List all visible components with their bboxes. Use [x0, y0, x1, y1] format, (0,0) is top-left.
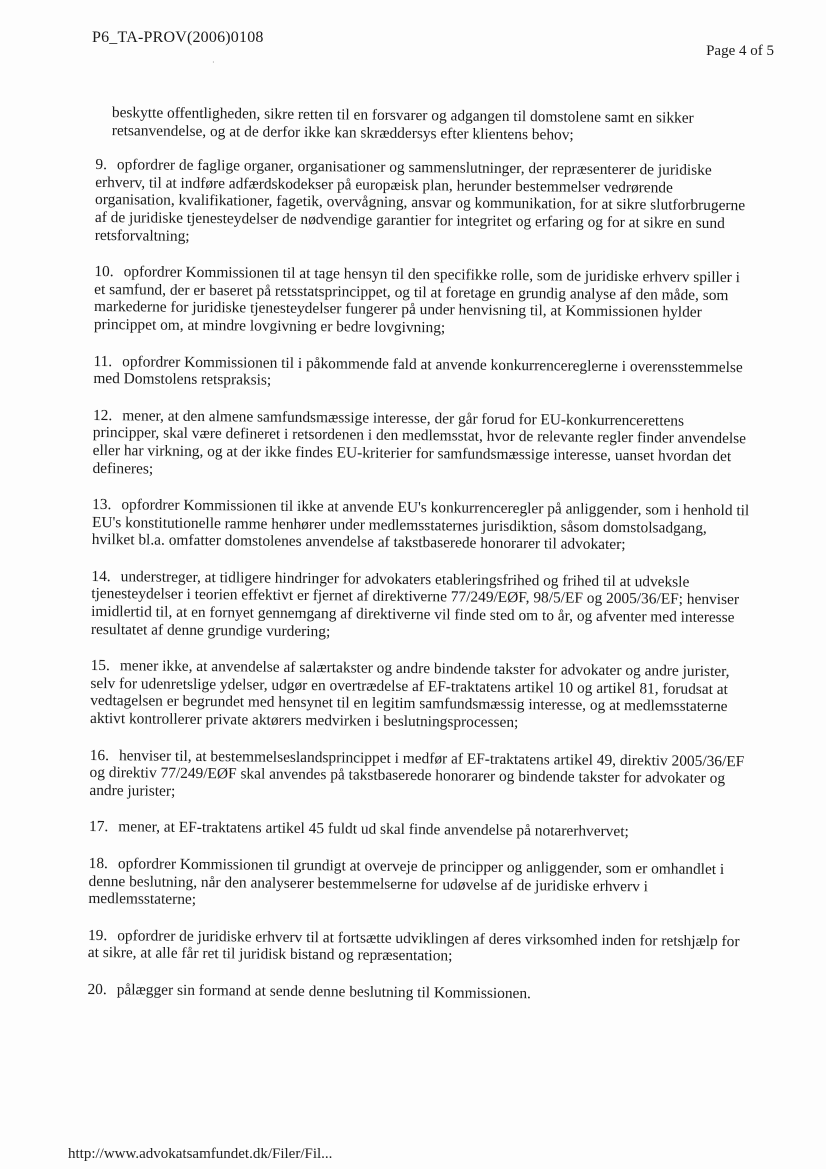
- paragraph-number: 11.: [93, 352, 113, 370]
- paragraph-12: [92, 407, 753, 484]
- paragraph-number: 14.: [91, 567, 111, 586]
- paragraph-text: understreger, at tidligere hindringer for advokaters etableringsfrihed og frihed til at udveksle tjenesteydelser i teorien effektivt er fjernet af direktiverne 77/249/EØF, 98/5/EF og 2005/36/EF; henviser imidlertid til, at en fornyet gennemgang af direktiverne vil finde sted om to år, og afventer med interesse resultatet af denne grundige vurdering;: [90, 568, 740, 640]
- paragraph-text: mener, at den almene samfundsmæssige interesse, der går forud for EU-konkurrencerettens principper, skal være defineret i retsordenen i den medlemsstat, hvor de relevante regler finder anvendelse eller har virkning, og at der ikke findes EU-kriterier for samfundsmæssige interesse, uanset hvordan det defineres;: [92, 406, 747, 478]
- paragraph-text: henviser til, at bestemmelseslandsprincippet i medfør af EF-traktatens artikel 49, direktiv 2005/36/EF og direktiv 77/249/EØF skal anvendes på takstbaserede honorarer og bindende takster for advokater og andre jurister;: [89, 746, 745, 800]
- paragraph-text: pålægger sin formand at sende denne beslutning til Kommissionen.: [116, 981, 532, 1003]
- paragraph-17: [89, 818, 749, 842]
- paragraph-continuation: [112, 104, 756, 145]
- document-body: [87, 104, 756, 1024]
- paragraph-text: opfordrer de juridiske erhverv til at fortsætte udviklingen af deres virksomhed inden for retshjælp for at sikre, at alle får ret til juridisk bistand og repræsentation;: [87, 927, 740, 965]
- paragraph-text: beskytte offentligheden, sikre retten til en forsvarer og adgangen til domstolene samt en sikker retsanvendelse, og at de derfor ikke kan skræddersys efter klientens behov;: [111, 104, 694, 144]
- paragraph-number: 16.: [89, 746, 110, 764]
- scan-speck: ·: [212, 58, 215, 67]
- page-number: Page 4 of 5: [706, 43, 774, 59]
- paragraph-11: [93, 353, 753, 395]
- paragraph-9: [95, 156, 756, 250]
- paragraph-15: [90, 657, 751, 734]
- paragraph-10: [94, 263, 755, 340]
- paragraph-14: [91, 568, 752, 645]
- paragraph-16: [89, 747, 749, 806]
- paragraph-number: 13.: [92, 496, 112, 514]
- paragraph-18: [88, 855, 748, 914]
- paragraph-number: 12.: [92, 406, 113, 424]
- paragraph-text: opfordrer Kommissionen til ikke at anvende EU's konkurrenceregler på anliggender, som i henhold til EU's konstitutionelle ramme henhører under medlemsstaternes jurisdiktion, såsom domstolsadgang, hvilket bl.a. omfatter domstolenes anvendelse af takstbaserede honorarer til advokater;: [91, 496, 750, 554]
- paragraph-number: 17.: [88, 818, 109, 836]
- paragraph-number: 15.: [90, 657, 110, 675]
- paragraph-text: mener, at EF-traktatens artikel 45 fuldt ud skal finde anvendelse på notarerhvervet;: [118, 818, 629, 841]
- paragraph-number: 10.: [94, 263, 114, 281]
- paragraph-text: opfordrer Kommissionen til at tage hensyn til den specifikke rolle, som de juridiske erhverv spiller i et samfund, der er baseret på retsstatsprincippet, og til at foretage en grundig analyse af den måde, som markederne for juridiske tjenesteydelser fungerer på under henvisning til, at Kommissionen hylder princippet om, at mindre lovgivning er bedre lovgivning;: [93, 263, 741, 337]
- paragraph-text: opfordrer de faglige organer, organisationer og sammenslutninger, der repræsenterer de juridiske erhverv, til at indføre adfærdskodekser på europæisk plan, herunder bestemmelser vedrørende organisation, kvalifikationer, fagetik, overvågning, ansvar og kommunikation, for at sikre slutforbrugerne af de juridiske tjenesteydelser de nødvendige garantier for integritet og erfaring og for at sikre en sund retsforvaltning;: [94, 156, 746, 245]
- paragraph-number: 19.: [87, 926, 108, 944]
- paragraph-text: opfordrer Kommissionen til i påkommende fald at anvende konkurrencereglerne i overensstemmelse med Domstolens retspraksis;: [93, 352, 743, 389]
- paragraph-number: 9.: [95, 156, 108, 174]
- paragraph-number: 18.: [88, 854, 109, 873]
- paragraph-19: [88, 927, 748, 969]
- paragraph-20: [87, 981, 747, 1005]
- paragraph-number: 20.: [87, 980, 107, 999]
- document-reference: P6_TA-PROV(2006)0108: [92, 29, 264, 46]
- paragraph-text: opfordrer Kommissionen til grundigt at overveje de principper og anliggender, som er omhandlet i denne beslutning, når den analyserer bestemmelserne for udøvelse af de juridiske erhverv i medlemsstaterne;: [88, 855, 725, 909]
- paragraph-13: [92, 496, 752, 555]
- paragraph-text: mener ikke, at anvendelse af salærtakster og andre bindende takster for advokater og andre jurister, selv for udenretslige ydelser, udgør en overtrædelse af EF-traktatens artikel 10 og artikel 81, forudsat at vedtagelsen er begrundet med hensynet til en legitim samfundsmæssig interesse, og at medlemsstaterne aktivt kontrollerer private aktørers medvirken i beslutningsprocessen;: [90, 657, 730, 732]
- footer-url: http://www.advokatsamfundet.dk/Filer/Fil...: [68, 1146, 333, 1162]
